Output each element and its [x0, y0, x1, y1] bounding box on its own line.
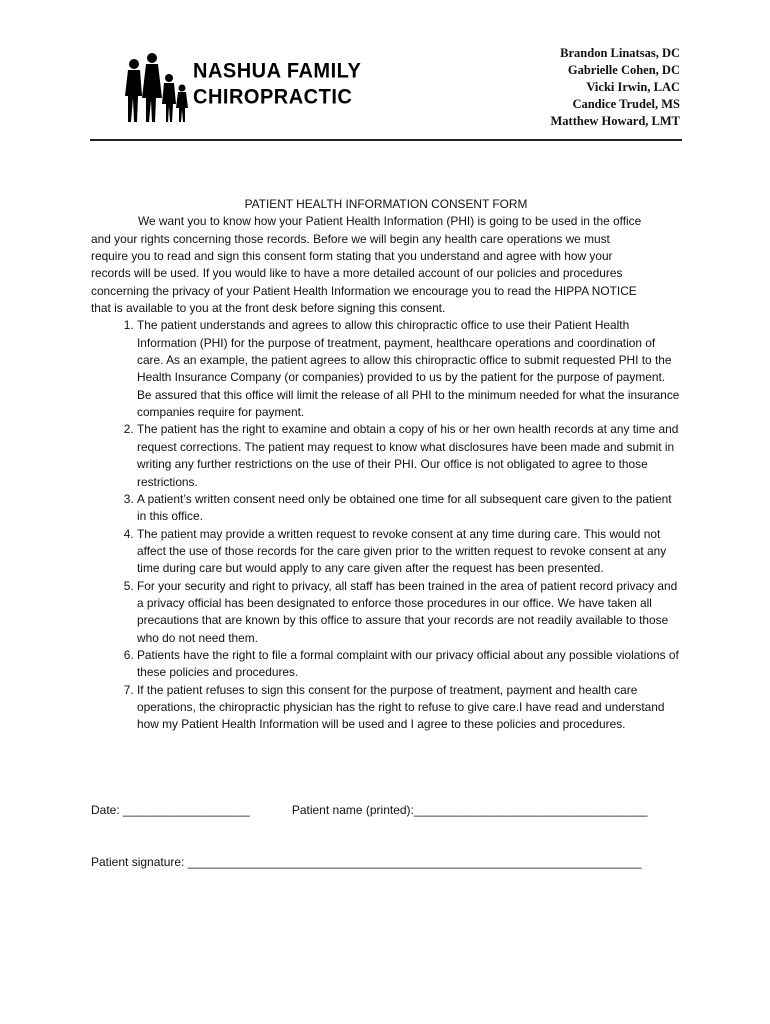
provider-name: Brandon Linatsas, DC [560, 46, 680, 60]
list-item: 7. If the patient refuses to sign this consent for the purpose of treatment, payment and health care operations, the chiropractic physician has the right to refuse to give care.I have read and understand how my Patient Health Information will be used and I agree to these policies and procedures. [137, 682, 681, 734]
provider-name: Vicki Irwin, LAC [586, 80, 680, 94]
list-item: 3. A patient’s written consent need only be obtained one time for all subsequent care given to the patient in this office. [137, 491, 681, 526]
patient-signature-field[interactable]: Patient signature: ____________________________________________________________________ [91, 855, 642, 869]
consent-terms-list [91, 317, 681, 733]
list-item: 2. The patient has the right to examine and obtain a copy of his or her own health records at any time and request corrections. The patient may request to know what disclosures have been made and submit in writing any further restrictions on the use of their PHI. Our office is not obligated to agree to those restrictions. [137, 421, 681, 490]
date-and-name-row [91, 803, 691, 817]
logo-text-line1: NASHUA FAMILY [193, 59, 362, 83]
header-divider [90, 139, 682, 141]
provider-list [551, 45, 681, 130]
patient-name-field[interactable]: Patient name (printed):___________________________________ [291, 803, 648, 817]
family-silhouette-icon [122, 52, 192, 126]
provider-name: Gabrielle Cohen, DC [567, 63, 680, 77]
date-field[interactable]: Date: ___________________ [91, 803, 250, 817]
list-item: 5. For your security and right to privacy, all staff has been trained in the area of patient record privacy and a privacy official has been designated to enforce those procedures in our office. We have taken all precautions that are known by this office to assure that your records are not readily available to those who do not need them. [137, 578, 681, 647]
list-item: 1. The patient understands and agrees to allow this chiropractic office to use their Patient Health Information (PHI) for the purpose of treatment, payment, healthcare operations and coordination of care. As an example, the patient agrees to allow this chiropractic office to submit requested PHI to the Health Insurance Company (or companies) provided to us by the patient for the purpose of payment. Be assured that this office will limit the release of all PHI to the minimum needed for what the insurance companies require for payment. [137, 317, 681, 421]
form-title: PATIENT HEALTH INFORMATION CONSENT FORM [244, 197, 528, 211]
provider-name: Candice Trudel, MS [572, 97, 680, 111]
list-item: 6. Patients have the right to file a formal complaint with our privacy official about any possible violations of these policies and procedures. [137, 647, 681, 682]
consent-form-body [91, 196, 681, 734]
clinic-logo [122, 52, 382, 126]
list-item: 4. The patient may provide a written request to revoke consent at any time during care. This would not affect the use of those records for the care given prior to the written request to revoke consent at any time during care but would apply to any care given after the request has been presented. [137, 526, 681, 578]
intro-paragraph: We want you to know how your Patient Health Information (PHI) is going to be used in the office and your rights concerning those records. Before we will begin any health care operations we must require you to read and sign this consent form stating that you understand and agree with how your records will be used. If you would like to have a more detailed account of our policies and procedures concerning the privacy of your Patient Health Information we encourage you to read the HIPPA NOTICE that is available to you at the front desk before signing this consent. [91, 214, 642, 316]
provider-name: Matthew Howard, LMT [550, 114, 680, 128]
signature-row [91, 855, 691, 869]
logo-text-line2: CHIROPRACTIC [193, 85, 353, 109]
